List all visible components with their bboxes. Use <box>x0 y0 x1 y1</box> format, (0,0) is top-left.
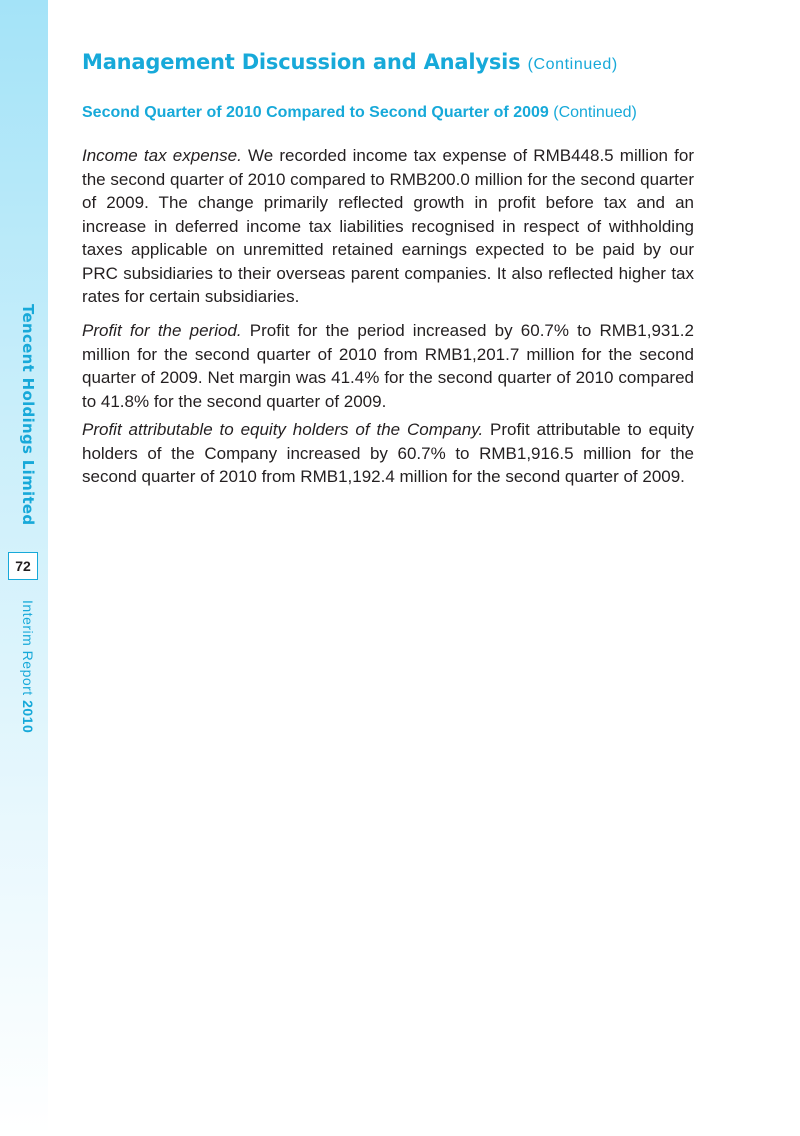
paragraph-text: Profit for the period increased by 60.7% to RMB1,931.2 million for the second quarter of 2010 from RMB1,201.7 million for the second quarter of 2009. Net margin was 41.4% for the second quarter of 2010 compared to 41.8% for the second quarter of 2009. <box>82 321 694 411</box>
section-heading-text: Second Quarter of 2010 Compared to Second Quarter of 2009 <box>82 104 549 121</box>
paragraph-profit-period <box>82 319 694 413</box>
paragraph-lead: Income tax expense. <box>82 146 242 165</box>
page-title <box>82 50 618 74</box>
paragraph-profit-attributable <box>82 418 694 489</box>
paragraph-lead: Profit for the period. <box>82 321 242 340</box>
paragraph-lead: Profit attributable to equity holders of the Company. <box>82 420 484 439</box>
page-number-box <box>8 552 38 580</box>
paragraph-text: We recorded income tax expense of RMB448.5 million for the second quarter of 2010 compared to RMB200.0 million for the second quarter of 2009. The change primarily reflected growth in profit before tax and an increase in deferred income tax liabilities recognised in respect of withholding taxes applicable on unremitted retained earnings expected to be paid by our PRC subsidiaries to their overseas parent companies. It also reflected higher tax rates for certain subsidiaries. <box>82 146 695 306</box>
page-number: 72 <box>15 558 31 574</box>
page-title-text: Management Discussion and Analysis <box>82 50 521 74</box>
sidebar-company-name: Tencent Holdings Limited <box>19 304 37 526</box>
section-heading-continued: (Continued) <box>553 104 637 121</box>
report-year: 2010 <box>20 700 36 734</box>
sidebar-band <box>0 0 48 1136</box>
paragraph-text: Profit attributable to equity holders of the Company increased by 60.7% to RMB1,916.5 million for the second quarter of 2010 from RMB1,192.4 million for the second quarter of 2009. <box>82 420 694 486</box>
sidebar-report-label <box>10 600 36 750</box>
page-title-continued: (Continued) <box>527 56 618 73</box>
paragraph-income-tax <box>82 144 694 309</box>
section-heading <box>82 104 637 122</box>
report-label: Interim Report <box>20 600 36 696</box>
